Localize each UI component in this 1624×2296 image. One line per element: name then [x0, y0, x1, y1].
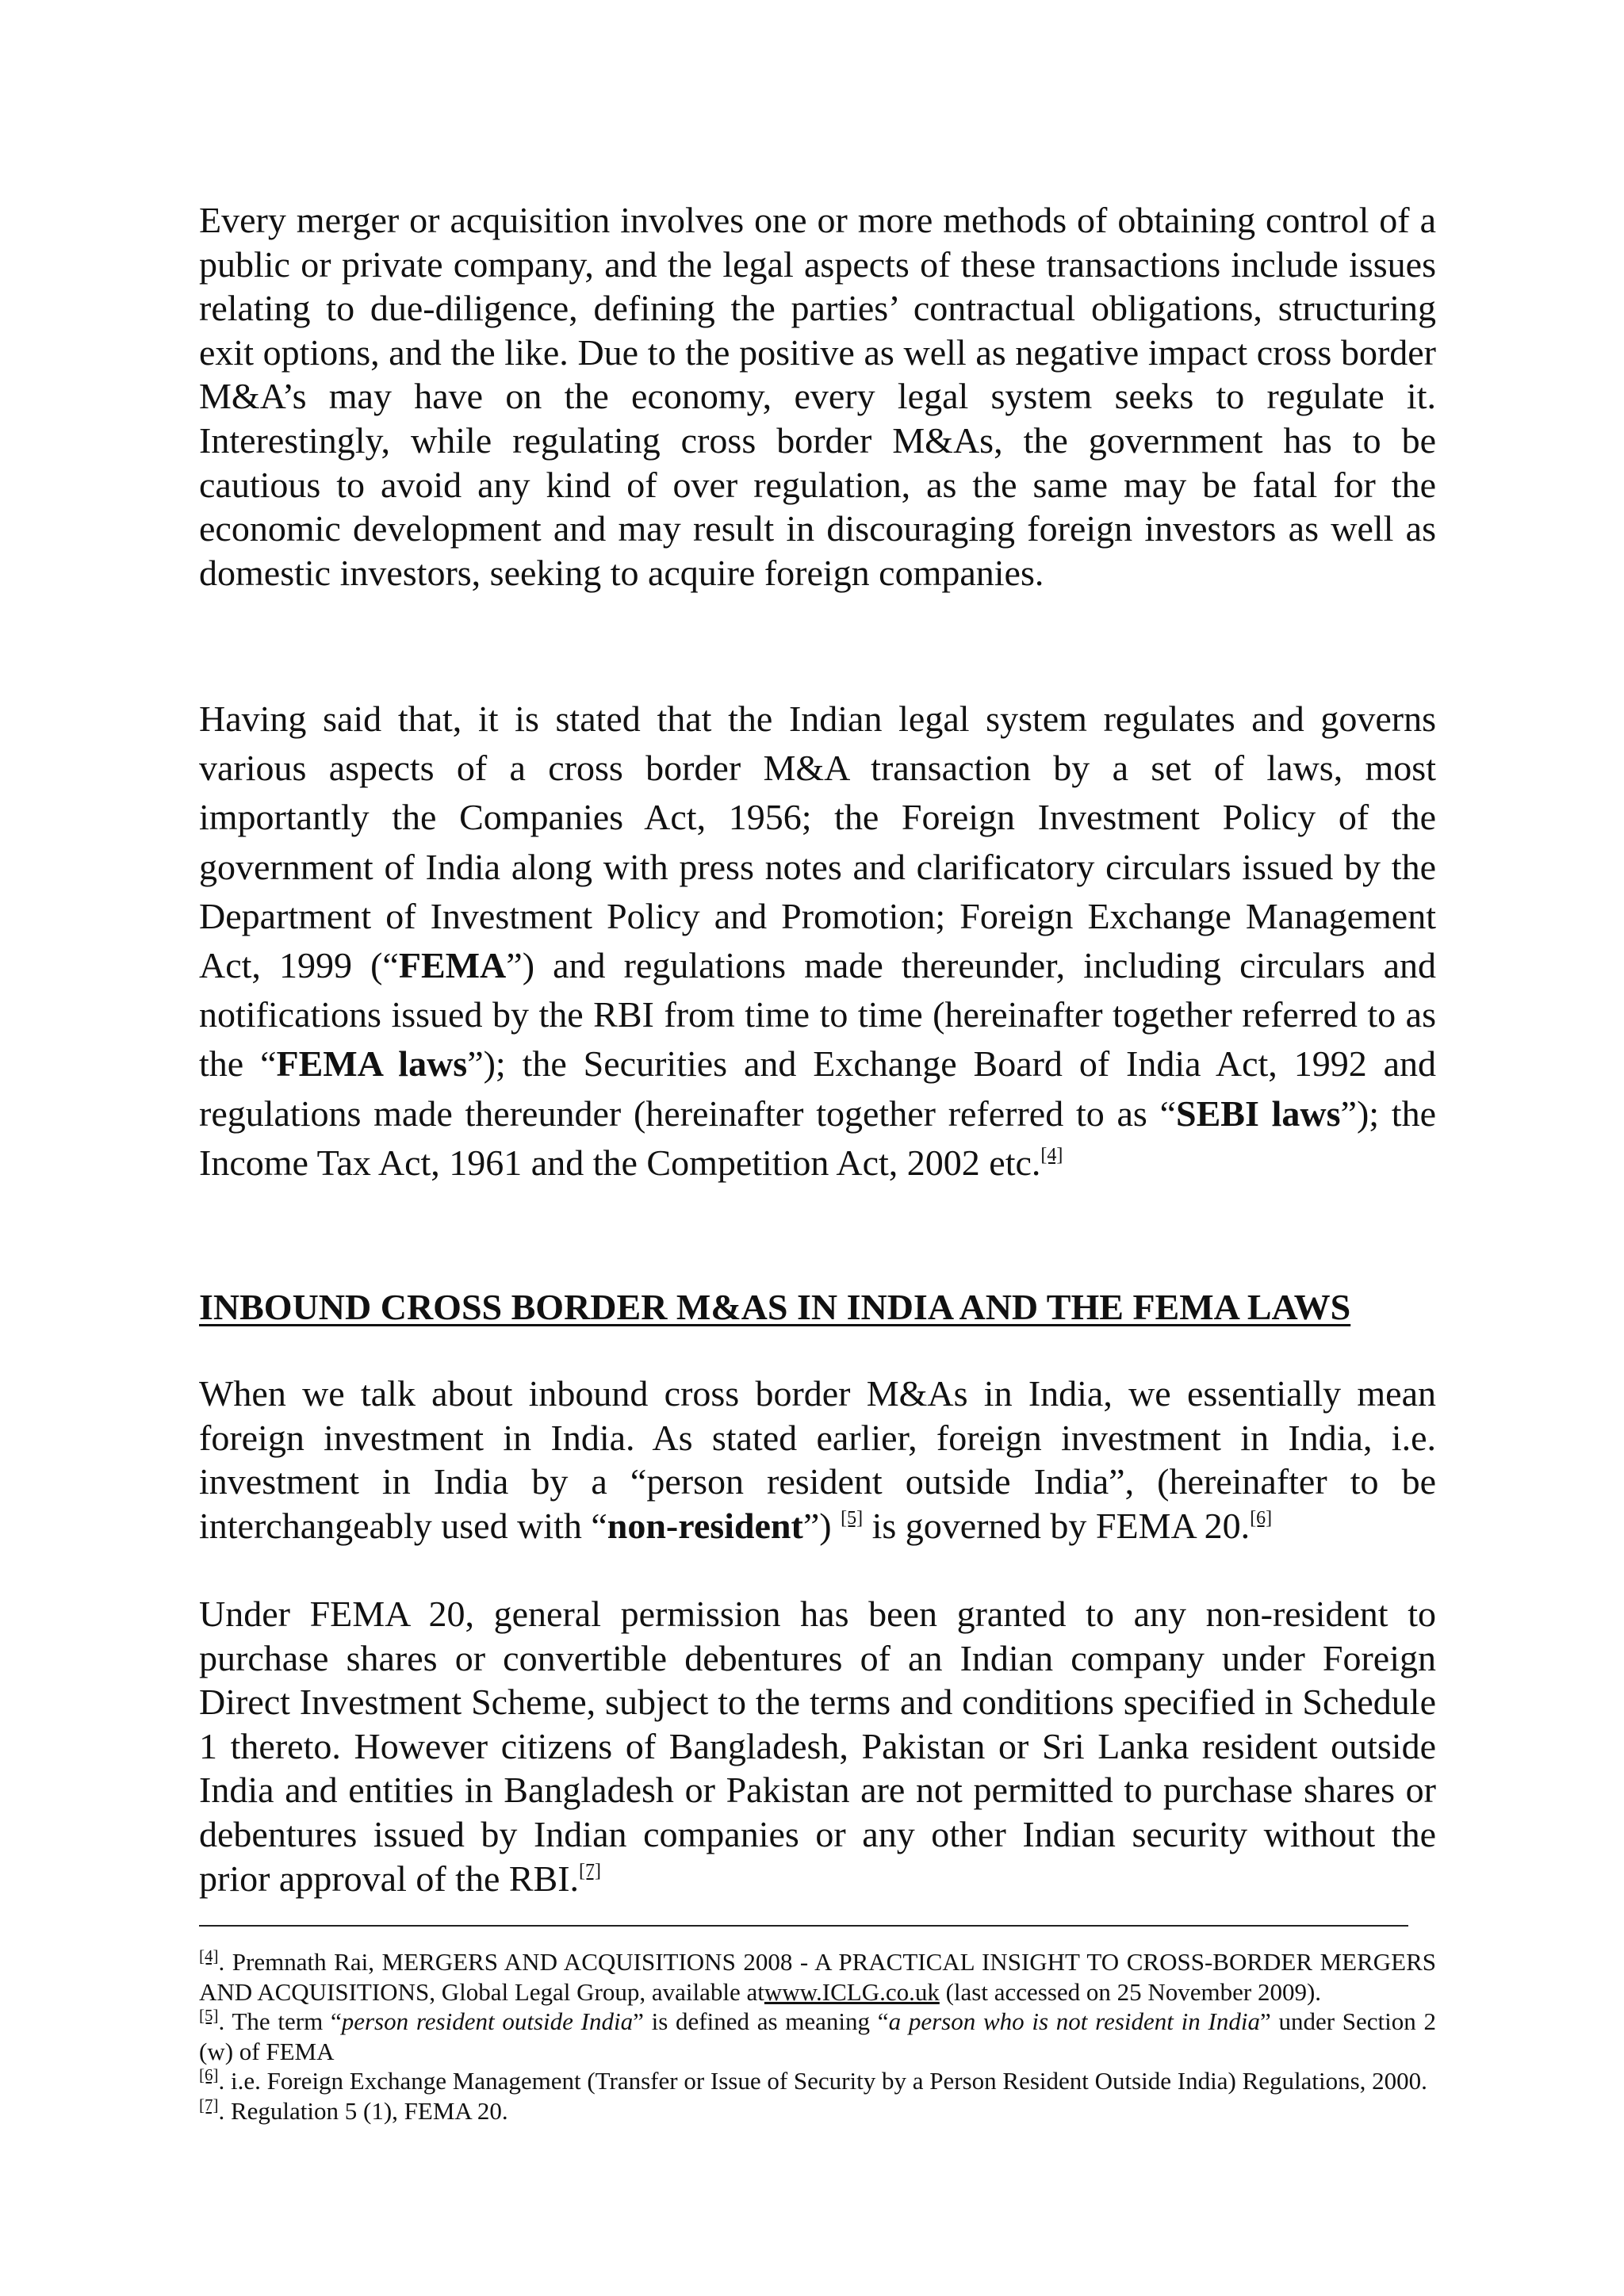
bold-term-sebi-laws: SEBI laws [1176, 1093, 1341, 1134]
paragraph-text: Every merger or acquisition involves one or more methods of obtaining control of a public or private company, and the legal aspects of these transactions include issues relating to due-diligence, defining the parties’ contractual obligations, structuring exit options, and the like. Due to the positive as well as negative impact cross border M&A’s may have on the economy, every legal system seeks to regulate it. Interestingly, while regulating cross border M&As, the government has to be cautious to avoid any kind of over regulation, as the same may be fatal for the economic development and may result in discouraging foreign investors as well as domestic investors, seeking to acquire foreign companies. [199, 200, 1436, 593]
footnote-link-5[interactable]: [5] [841, 1507, 864, 1529]
bold-term-fema-laws: FEMA laws [276, 1043, 468, 1085]
footnote-4: [4]. Premnath Rai, MERGERS AND ACQUISITIONS 2008 - A PRACTICAL INSIGHT TO CROSS-BORDER MERGERS AND ACQUISITIONS, Global Legal Group, available atwww.ICLG.co.uk (last accessed on 25 November 2009). [199, 1946, 1436, 2006]
bold-term-fema: FEMA [398, 945, 507, 986]
footnote-link-6[interactable]: [6] [1250, 1507, 1273, 1529]
footnote-separator [199, 1925, 1408, 1927]
footnote-6: [6]. i.e. Foreign Exchange Management (Transfer or Issue of Security by a Person Resident Outside India) Regulations, 2000. [199, 2065, 1427, 2095]
footnotes-section [199, 1947, 1436, 2126]
body-paragraph-3: When we talk about inbound cross border M&As in India, we essentially mean foreign investment in India. As stated earlier, foreign investment in India, i.e. investment in India by a “person resident outside India”, (hereinafter to be interchangeably used with “non-resident”) [5] is governed by FEMA 20.[6] [199, 1373, 1436, 1546]
footnote-5: [5]. The term “person resident outside India” is defined as meaning “a person who is not resident in India” under Section 2 (w) of FEMA [199, 2006, 1437, 2065]
footnote-7: [7]. Regulation 5 (1), FEMA 20. [199, 2095, 508, 2125]
iclg-link[interactable]: www.ICLG.co.uk [764, 1977, 940, 2006]
bold-term-non-resident: non-resident [607, 1505, 803, 1546]
body-paragraph-2: Having said that, it is stated that the Indian legal system regulates and governs various aspects of a cross border M&A transaction by a set of laws, most importantly the Companies Act, 1956; the Foreign Investment Policy of the government of India along with press notes and clarificatory circulars issued by the Department of Investment Policy and Promotion; Foreign Exchange Management Act, 1999 (“FEMA”) and regulations made thereunder, including circulars and notifications issued by the RBI from time to time (hereinafter together referred to as the “FEMA laws”); the Securities and Exchange Board of India Act, 1992 and regulations made thereunder (hereinafter together referred to as “SEBI laws”); the Income Tax Act, 1961 and the Competition Act, 2002 etc.[4] [199, 698, 1437, 1183]
body-paragraph-4: Under FEMA 20, general permission has been granted to any non-resident to purchase shares or convertible debentures of an Indian company under Foreign Direct Investment Scheme, subject to the terms and conditions specified in Schedule 1 thereto. However citizens of Bangladesh, Pakistan or Sri Lanka resident outside India and entities in Bangladesh or Pakistan are not permitted to purchase shares or debentures issued by Indian companies or any other Indian security without the prior approval of the RBI.[7] [199, 1594, 1436, 1899]
section-heading [199, 1285, 1436, 1330]
footnote-link-7[interactable]: [7] [579, 1860, 602, 1881]
body-paragraph-1 [199, 198, 1436, 595]
section-heading-text: INBOUND CROSS BORDER M&AS IN INDIA AND THE FEMA LAWS [199, 1287, 1351, 1327]
footnote-link-4[interactable]: [4] [1040, 1144, 1063, 1165]
